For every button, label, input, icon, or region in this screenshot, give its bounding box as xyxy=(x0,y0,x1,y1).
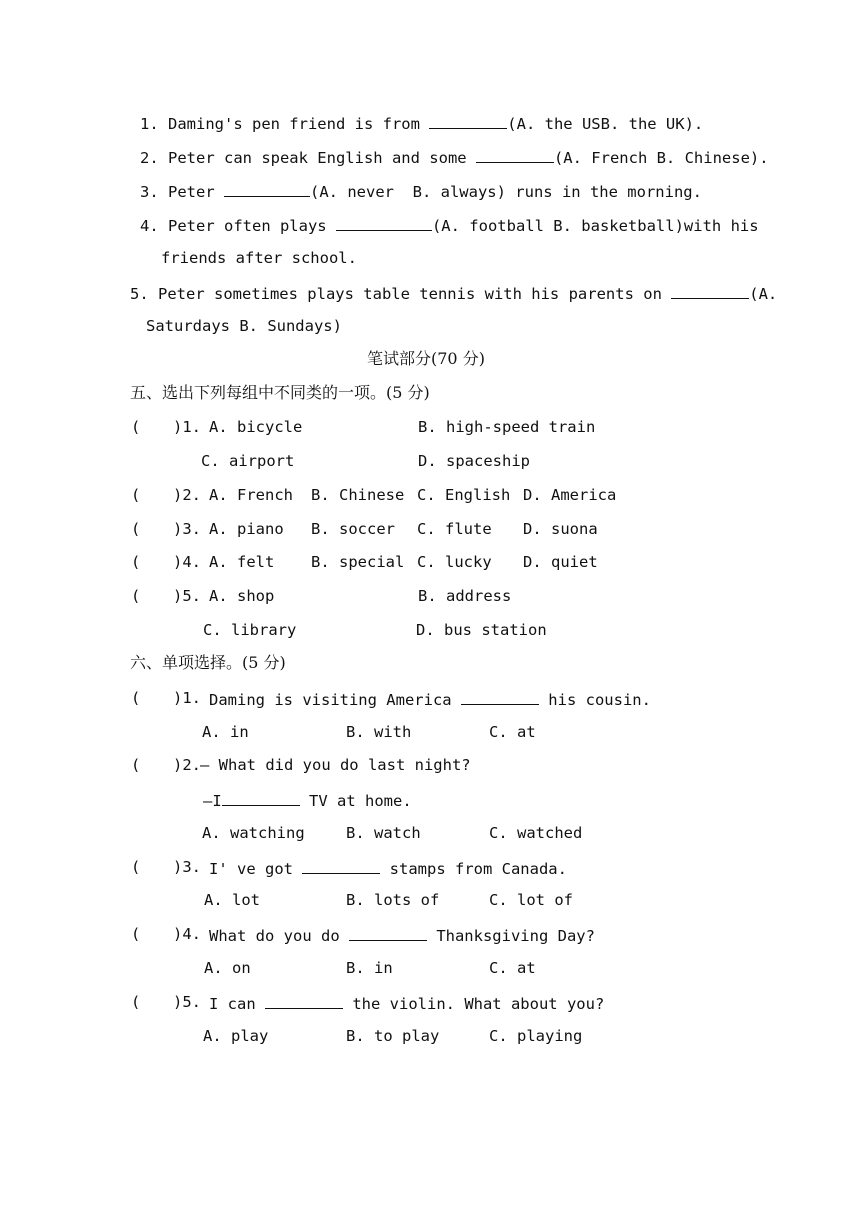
answer-blank[interactable] xyxy=(224,180,310,197)
answer-paren[interactable]: ( xyxy=(131,756,141,774)
listening-question-4-continued: friends after school. xyxy=(161,249,357,267)
answer-blank[interactable] xyxy=(302,857,380,874)
answer-blank[interactable] xyxy=(476,146,554,163)
answer-blank[interactable] xyxy=(265,992,343,1009)
answer-paren[interactable]: ( xyxy=(131,418,141,436)
answer-blank[interactable] xyxy=(222,789,300,806)
listening-question-5-continued: Saturdays B. Sundays) xyxy=(146,317,342,335)
answer-blank[interactable] xyxy=(429,112,507,129)
answer-paren[interactable]: ( xyxy=(131,993,141,1011)
listening-question-4: 4. Peter often plays (A. football B. basketball)with his xyxy=(140,214,759,236)
answer-paren[interactable]: ( xyxy=(131,925,141,943)
exam-page: 1. Daming's pen friend is from (A. the USB. the UK). 2. Peter can speak English and some (A. French B. Chinese). 3. Peter (A. never B. always) runs in the morning. 4. Peter often plays (A. football B. basketball)with his friends after school. 5. Peter sometimes plays table tennis with his parents on (A. Saturdays B. Sundays) 笔试部分(70 分) 五、选出下列每组中不同类的一项。(5 分) ( )1. A. bicycle B. high-speed train C. airport D. spaceship ( )2. A. French B. Chinese C. English D. America ( )3. A. piano B. soccer C. flute D. suona ( )4. A. felt B. special C. lucky D. quiet ( )5. A. shop B. address C. library D. bus station 六、单项选择。(5 分) ( )1. Daming is visiting America his cousin. A. in B. with C. at ( )2. — What did you do last night? —I TV at home. A. watching B. watch C. watched ( )3. I' ve got stamps from Canada. A. lot B. lots of C. lot of ( )4. What do you do Thanksgiving Day? A. on B. in C. at ( )5. I can the violin. What about you? A. play B. to play C. playing xyxy=(0,0,860,1216)
answer-paren[interactable]: ( xyxy=(131,520,141,538)
listening-question-3: 3. Peter (A. never B. always) runs in the morning. xyxy=(140,180,702,202)
answer-paren[interactable]: ( xyxy=(131,689,141,707)
listening-question-2: 2. Peter can speak English and some (A. French B. Chinese). xyxy=(140,146,769,168)
answer-blank[interactable] xyxy=(349,924,427,941)
section-6-title: 六、单项选择。(5 分) xyxy=(130,653,286,672)
answer-blank[interactable] xyxy=(336,214,432,231)
answer-blank[interactable] xyxy=(671,282,749,299)
written-part-title: 笔试部分(70 分) xyxy=(367,349,485,368)
answer-blank[interactable] xyxy=(461,688,539,705)
section-5-title: 五、选出下列每组中不同类的一项。(5 分) xyxy=(130,383,430,402)
answer-paren[interactable]: ( xyxy=(131,553,141,571)
listening-question-1: 1. Daming's pen friend is from (A. the USB. the UK). xyxy=(140,112,703,134)
answer-paren[interactable]: ( xyxy=(131,858,141,876)
answer-paren[interactable]: ( xyxy=(131,486,141,504)
answer-paren[interactable]: ( xyxy=(131,587,141,605)
listening-question-5: 5. Peter sometimes plays table tennis with his parents on (A. xyxy=(130,282,777,304)
